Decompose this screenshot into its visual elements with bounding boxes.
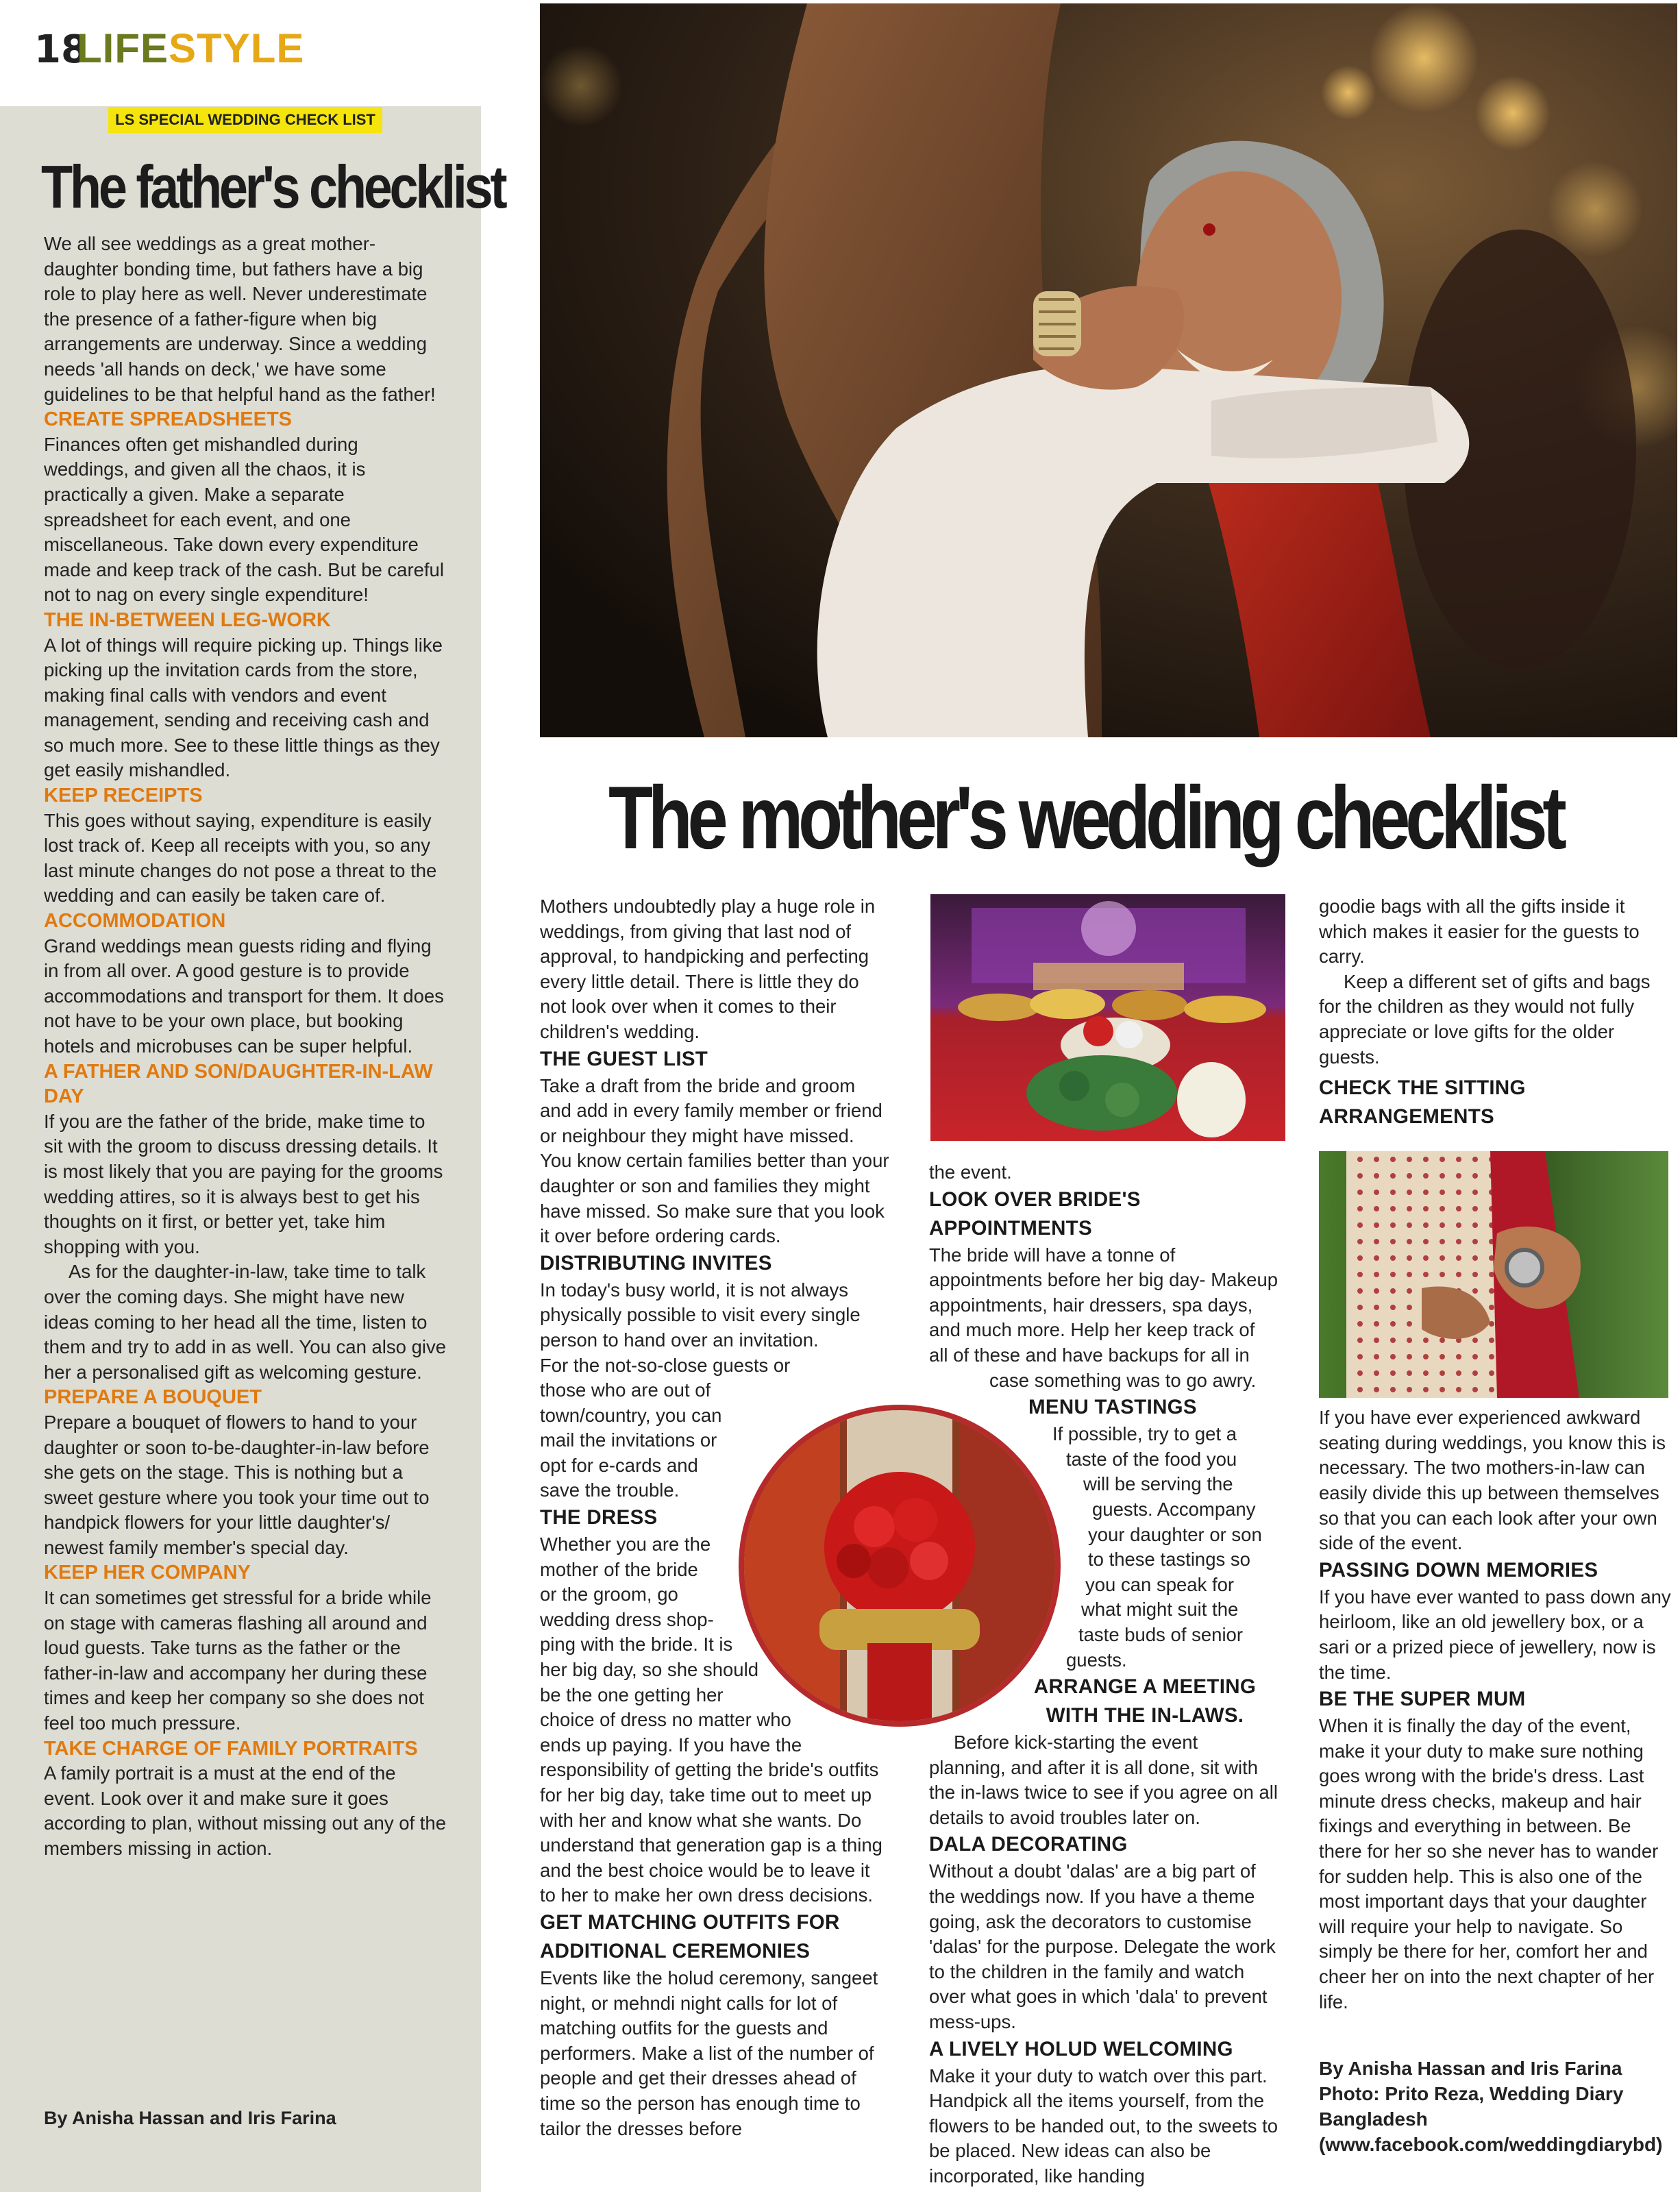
menu-heading: MENU TASTINGS <box>1028 1396 1197 1419</box>
dress-line: choice of dress no matter who <box>540 1709 791 1731</box>
appointments-last: case something was to go awry. <box>989 1369 1257 1391</box>
father-paragraph: A family portrait is a must at the end of the event. Look over it and make sure it goes according to plan, without missing out any of the members missing in action. <box>44 1762 447 1859</box>
supermum-heading: BE THE SUPER MUM <box>1319 1688 1526 1711</box>
invites-line: save the trouble. <box>540 1479 680 1501</box>
father-paragraph: As for the daughter-in-law, take time to talk over the coming days. She might have new ideas coming to her head all the time, listen to them and try to add in as well. You can also give her a personalised gift as welcoming gesture. <box>44 1261 447 1383</box>
dress-text: ends up paying. If you have the responsibility of getting the bride's outfits for her big day, take time out to meet up with her and know what she wants. Do understand that generation gap is a thing and the best choice would be to leave it to her to make her own dress decisions. <box>540 1734 882 1906</box>
father-heading: THE IN-BETWEEN LEG-WORK <box>44 608 331 631</box>
dress-line: or the groom, go <box>540 1584 678 1605</box>
father-paragraph: Grand weddings mean guests riding and flying in from all over. A good gesture is to provide accommodations and transport for them. It does not have to be your own place, but booking hotels and microbuses can be super helpful. <box>44 935 444 1057</box>
mother-title: The mother's wedding checklist <box>608 767 1562 867</box>
dress-line: mother of the bride <box>540 1558 698 1580</box>
page-number: 18 <box>34 27 88 72</box>
father-paragraph: A lot of things will require picking up. Things like picking up the invitation cards from the store, making final calls with vendors and event management, sending and receiving cash and so much more. See to these little things as they get easily mishandled. <box>44 634 443 781</box>
appointments-text: The bride will have a tonne of appointments before her big day- Makeup appointments, hair dressers, spa days, and much more. Help her keep track of all of these and have backups for all in <box>929 1244 1278 1366</box>
memories-text: If you have ever wanted to pass down any heirloom, like an old jewellery box, or a sari or a prized piece of jewellery, now is the time. <box>1319 1586 1671 1683</box>
invites-line: For the not-so-close guests or <box>540 1354 791 1376</box>
dress-line: ping with the bride. It is <box>540 1634 733 1655</box>
menu-line: will be serving the <box>1083 1473 1233 1495</box>
invites-line: mail the invitations or <box>540 1429 717 1451</box>
holud-heading: A LIVELY HOLUD WELCOMING <box>929 2037 1233 2060</box>
father-paragraph: If you are the father of the bride, make time to sit with the groom to discuss dressing details. It is most likely that you are paying for the grooms wedding attires, so it is always best to get his thoughts on it first, or better yet, take him shopping with you. <box>44 1110 443 1257</box>
masthead-style: STYLE <box>169 25 305 71</box>
menu-line: guests. Accompany <box>1092 1498 1256 1520</box>
dress-heading: THE DRESS <box>540 1506 658 1529</box>
hero-photo-hug <box>540 3 1677 737</box>
mother-byline: By Anisha Hassan and Iris Farina <box>1319 2058 1622 2079</box>
father-title: The father's checklist <box>41 153 505 221</box>
menu-line: you can speak for <box>1085 1573 1235 1595</box>
menu-line: what might suit the <box>1081 1599 1239 1621</box>
memories-heading: PASSING DOWN MEMORIES <box>1319 1558 1598 1581</box>
menu-line: your daughter or son <box>1088 1523 1262 1545</box>
photo-dala-stage <box>930 894 1285 1141</box>
outfits-text: Events like the holud ceremony, sangeet night, or mehndi night calls for lot of matching outfits for the guests and performers. Make a list of the number of people and get their dresses ahead of time so the person has enough time to tailor the dresses before <box>540 1967 878 2139</box>
dress-line: Whether you are the <box>540 1534 711 1555</box>
father-heading: A FATHER AND SON/DAUGHTER-IN-LAW DAY <box>44 1060 433 1108</box>
event-lead: the event. <box>929 1161 1012 1183</box>
guest-list-text: Take a draft from the bride and groom and add in every family member or friend or neighbour they might have missed. You know certain families better than your daughter or son and families they might have missed. So make sure that you look it over before ordering cards. <box>540 1074 889 1247</box>
sitting-heading: CHECK THE SITTING ARRANGEMENTS <box>1319 1076 1526 1129</box>
menu-line: taste buds of senior <box>1078 1623 1244 1645</box>
menu-line: guests. <box>1066 1649 1127 1671</box>
menu-line: taste of the food you <box>1066 1448 1237 1470</box>
father-heading: KEEP RECEIPTS <box>44 785 203 807</box>
father-heading: TAKE CHARGE OF FAMILY PORTRAITS <box>44 1737 418 1760</box>
father-paragraph: It can sometimes get stressful for a bride while on stage with cameras flashing all around and loud guests. Take turns as the father or the father-in-law and accompany her during these times and keep her company so she does not feel too much pressure. <box>44 1587 432 1734</box>
mother-column-b <box>929 1160 1278 2189</box>
photo-groom-hands <box>1319 1151 1668 1398</box>
invites-line: town/country, you can <box>540 1404 722 1426</box>
menu-line: If possible, try to get a <box>1052 1423 1237 1445</box>
special-checklist-tag: LS SPECIAL WEDDING CHECK LIST <box>108 107 382 133</box>
meeting-text: Before kick-starting the event planning, and after it is all done, sit with the in-laws twice to see if you agree on all details to avoid troubles later on. <box>929 1732 1278 1828</box>
goodie-lead: goodie bags with all the gifts inside it which makes it easier for the guests to carry. <box>1319 896 1640 968</box>
dala-heading: DALA DECORATING <box>929 1833 1128 1856</box>
mother-column-c <box>1319 894 1675 2015</box>
dress-line: wedding dress shop- <box>540 1608 714 1630</box>
holud-text: Make it your duty to watch over this part. Handpick all the items yourself, from the flowers to be handed out, to the sweets to be placed. New ideas can also be incorporated, like handing <box>929 2065 1278 2187</box>
mother-intro: Mothers undoubtedly play a huge role in weddings, from giving that last nod of approval, to handpicking and perfecting every little detail. There is little they do not look over when it comes to their children's wedding. <box>540 896 876 1042</box>
father-paragraph: This goes without saying, expenditure is easily lost track of. Keep all receipts with you, so any last minute changes do not pose a threat to the wedding and can easily be taken care of. <box>44 809 437 907</box>
invites-heading: DISTRIBUTING INVITES <box>540 1251 772 1274</box>
father-heading: ACCOMMODATION <box>44 910 226 933</box>
father-paragraph: Prepare a bouquet of flowers to hand to your daughter or soon to-be-daughter-in-law before she gets on the stage. This is nothing but a sweet gesture where you took your time out to handpick flowers for your little daughter's/ newest family member's special day. <box>44 1411 430 1558</box>
dala-text: Without a doubt 'dalas' are a big part of the weddings now. If you have a theme going, ask the decorators to customise 'dalas' for the purpose. Delegate the work to the children in the family and watch over what goes in which 'dala' to prevent mess-ups. <box>929 1860 1276 2033</box>
invites-line: opt for e-cards and <box>540 1454 698 1476</box>
invites-line: those who are out of <box>540 1379 711 1401</box>
photo-credit: Photo: Prito Reza, Wedding Diary Bangladesh (www.facebook.com/weddingdiarybd) <box>1319 2083 1663 2155</box>
mother-credits <box>1319 2056 1675 2157</box>
father-intro: We all see weddings as a great mother-daughter bonding time, but fathers have a big role to play here as well. Never underestimate the presence of a father-figure when big arrangements are underway. Since a wedding needs 'all hands on deck,' we have some guidelines to be that helpful hand as the father! <box>44 233 436 405</box>
section-masthead <box>77 25 304 72</box>
dress-line: her big day, so she should <box>540 1659 759 1681</box>
meeting-heading: ARRANGE A MEETING WITH THE IN-LAWS. <box>1033 1675 1257 1727</box>
father-article <box>44 232 448 1862</box>
masthead-life: LIFE <box>77 25 169 71</box>
father-heading: PREPARE A BOUQUET <box>44 1386 262 1409</box>
goodie-lead-2: Keep a different set of gifts and bags for the children as they would not fully appreciate or love gifts for the older guests. <box>1319 970 1651 1068</box>
guest-list-heading: THE GUEST LIST <box>540 1047 708 1070</box>
father-byline: By Anisha Hassan and Iris Farina <box>44 2108 336 2128</box>
menu-line: to these tastings so <box>1088 1549 1250 1571</box>
outfits-heading: GET MATCHING OUTFITS FOR ADDITIONAL CEREMONIES <box>540 1910 840 1962</box>
dress-line: be the one getting her <box>540 1684 724 1705</box>
invites-text: In today's busy world, it is not always physically possible to visit every single person to hand over an invitation. <box>540 1279 861 1351</box>
father-heading: CREATE SPREADSHEETS <box>44 408 293 431</box>
sitting-text: If you have ever experienced awkward seating during weddings, you know this is necessary. The two mothers-in-law can easily divide this up between themselves so that you can each look after your own side of the event. <box>1319 1407 1666 1554</box>
supermum-text: When it is finally the day of the event, make it your duty to make sure nothing goes wrong with the bride's dress. Last minute dress checks, makeup and hair fixings and everything in between. Be there for her so she never has to wander for sudden help. This is also one of the most important days that your daughter will require your help to navigate. So simply be there for her, comfort her and cheer her on into the next chapter of her life. <box>1319 1715 1659 2012</box>
father-paragraph: Finances often get mishandled during weddings, and given all the chaos, it is practically a given. Make a separate spreadsheet for each event, and one miscellaneous. Take down every expenditure made and keep track of the cash. But be careful not to nag on every single expenditure! <box>44 433 444 606</box>
appointments-heading: LOOK OVER BRIDE'S APPOINTMENTS <box>929 1187 1141 1240</box>
father-heading: KEEP HER COMPANY <box>44 1562 251 1584</box>
